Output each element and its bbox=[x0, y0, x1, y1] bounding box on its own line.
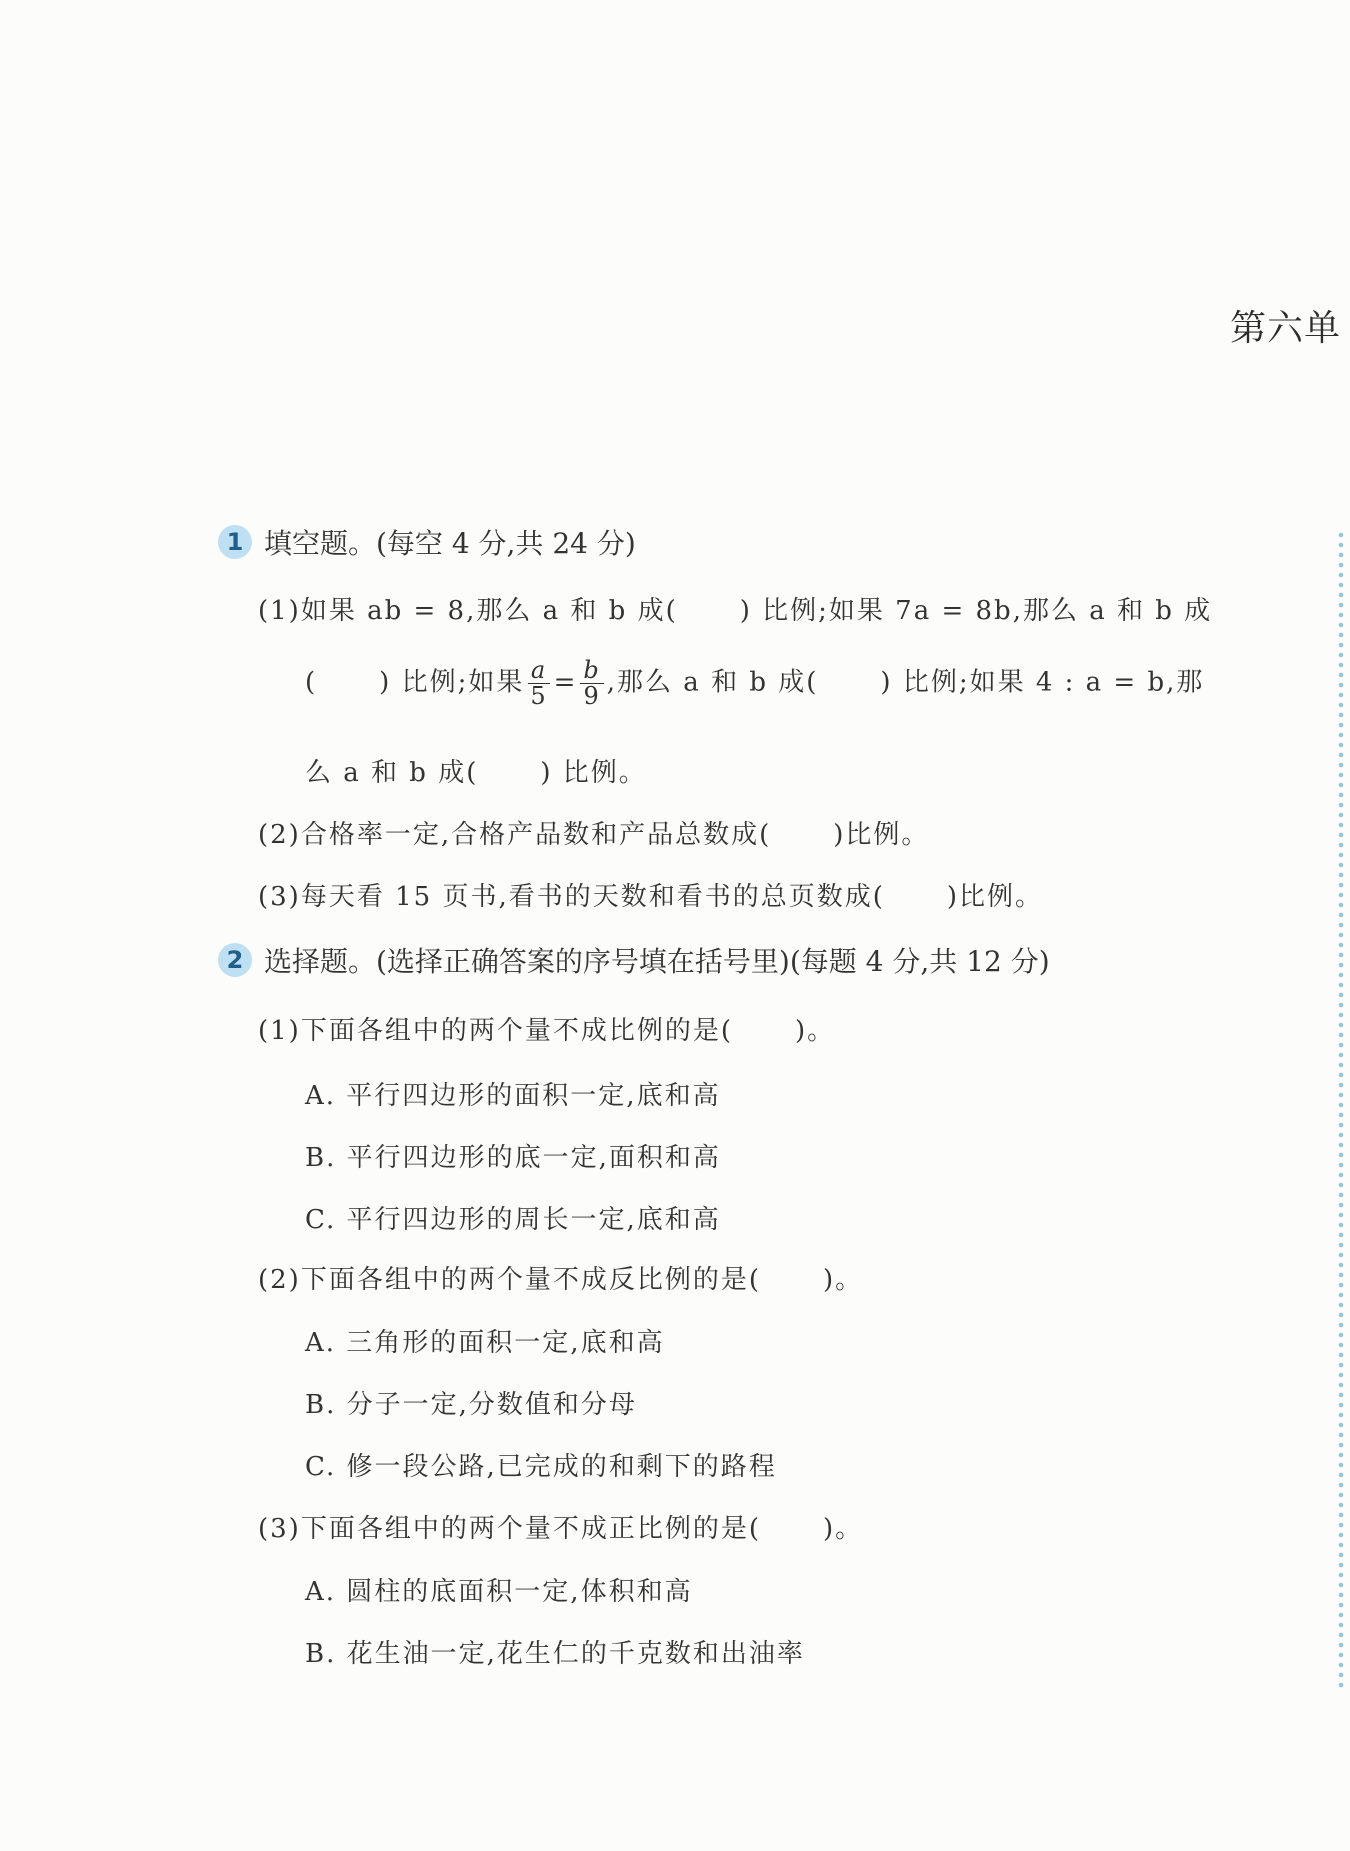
q2-item1-option-a: A. 平行四边形的面积一定,底和高 bbox=[305, 1081, 721, 1111]
text-segment: )比例。 bbox=[946, 882, 1044, 912]
text-segment: ( bbox=[305, 667, 318, 698]
q1-item2 bbox=[258, 814, 929, 851]
q2-item1-stem bbox=[258, 1010, 835, 1047]
question-1-header bbox=[218, 522, 636, 562]
text-segment: 么 a 和 b 成( bbox=[305, 758, 479, 788]
text-segment: (2)下面各组中的两个量不成反比例的是( bbox=[258, 1265, 761, 1295]
q1-item1-line3 bbox=[305, 752, 647, 789]
text-segment: ) 比例;如果 bbox=[379, 667, 525, 698]
text-segment: (1)如果 ab = 8,那么 a 和 b 成( bbox=[258, 596, 678, 626]
q2-item2-option-b: B. 分子一定,分数值和分母 bbox=[305, 1390, 637, 1420]
question-title: 选择题。(选择正确答案的序号填在括号里)(每题 4 分,共 12 分) bbox=[264, 945, 1050, 978]
fraction-a-over-5 bbox=[527, 658, 550, 709]
question-2-header bbox=[218, 940, 1050, 980]
text-segment: (2)合格率一定,合格产品数和产品总数成( bbox=[258, 820, 772, 850]
dotted-tear-edge bbox=[1336, 530, 1350, 1690]
q2-item2-option-c: C. 修一段公路,已完成的和剩下的路程 bbox=[305, 1452, 777, 1482]
unit-title: 第六单 bbox=[1230, 308, 1342, 349]
q2-item2-stem bbox=[258, 1259, 863, 1296]
q2-item3-stem bbox=[258, 1508, 863, 1545]
text-segment: ) 比例。 bbox=[540, 758, 647, 788]
q2-item1-option-c: C. 平行四边形的周长一定,底和高 bbox=[305, 1205, 721, 1235]
q1-item1-line1 bbox=[258, 590, 1212, 627]
text-segment: (3)下面各组中的两个量不成正比例的是( bbox=[258, 1514, 761, 1544]
text-segment: )。 bbox=[794, 1016, 836, 1046]
text-segment: ,那么 a 和 b 成( bbox=[606, 667, 819, 698]
question-number-badge: 1 bbox=[218, 525, 252, 559]
q2-item1-option-b: B. 平行四边形的底一定,面积和高 bbox=[305, 1143, 721, 1173]
text-segment: ) 比例;如果 4 : a = b,那 bbox=[880, 667, 1205, 698]
text-segment: )。 bbox=[822, 1514, 864, 1544]
q2-item3-option-b: B. 花生油一定,花生仁的千克数和出油率 bbox=[305, 1639, 805, 1669]
fraction-numerator: a bbox=[528, 658, 550, 684]
text-segment: )比例。 bbox=[833, 820, 930, 850]
fraction-denominator: 5 bbox=[530, 682, 548, 711]
fraction-b-over-9 bbox=[580, 658, 603, 709]
q2-item2-option-a: A. 三角形的面积一定,底和高 bbox=[305, 1328, 665, 1358]
q1-item3 bbox=[258, 876, 1043, 913]
fraction-denominator: 9 bbox=[583, 682, 601, 711]
fraction-numerator: b bbox=[580, 658, 603, 684]
text-segment: ) 比例;如果 7a = 8b,那么 a 和 b 成 bbox=[739, 596, 1213, 626]
text-segment: (3)每天看 15 页书,看书的天数和看书的总页数成( bbox=[258, 882, 885, 912]
equals-sign: = bbox=[553, 667, 578, 698]
q2-item3-option-a: A. 圆柱的底面积一定,体积和高 bbox=[305, 1577, 693, 1607]
question-number-badge: 2 bbox=[218, 943, 252, 977]
q1-item1-line2 bbox=[305, 658, 1204, 709]
text-segment: )。 bbox=[822, 1265, 864, 1295]
text-segment: (1)下面各组中的两个量不成比例的是( bbox=[258, 1016, 733, 1046]
question-title: 填空题。(每空 4 分,共 24 分) bbox=[264, 527, 636, 560]
